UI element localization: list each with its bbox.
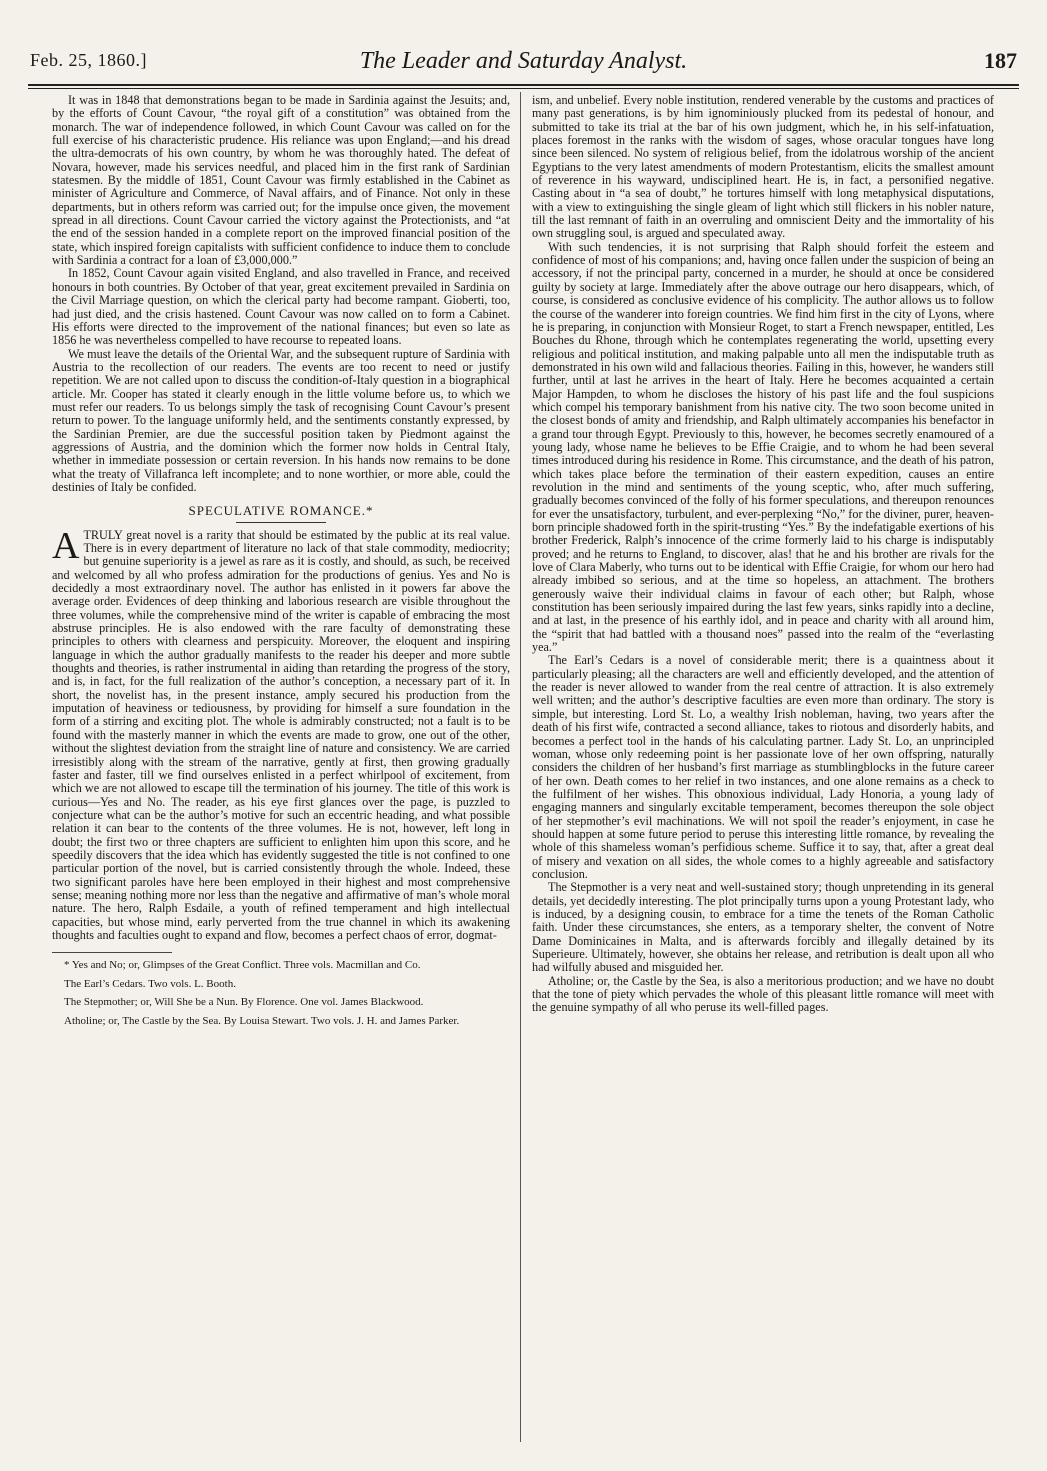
paragraph-atholine: Atholine; or, the Castle by the Sea, is also a meritorious production; and we have no doubt that the tone of piety which pervades the whole of this pleasant little romance will meet with the genuine sympathy of all who peruse its well-filled pages.	[532, 973, 994, 1015]
paragraph-cavour-1852: In 1852, Count Cavour again visited England, and also travelled in France, and received honours in both countries. By October of that year, great excitement prevailed in Sardinia on the Civil Marriage question, on which the clerical party had become rampant. Gioberti, too, had just died, and the crisis hastened. Count Cavour was now called on to form a Cabinet. His efforts were directed to the improvement of the national finances; but even so late as 1856 he was nevertheless compelled to have recourse to repeated loans.	[52, 266, 510, 348]
paragraph-ralph-wanderings: With such tendencies, it is not surprising that Ralph should forfeit the esteem and confidence of most of his companions; and, having once fallen under the suspicion of being an accessory, if not the principal party, concerned in a murder, he should at once be considered guilty by society at large. Immediately after the above outrage our hero disappears, which, of course, is considered as conclusive evidence of his complicity. The author allows us to follow the course of the wanderer into foreign countries. We find him first in the city of Lyons, where he is preparing, in conjunction with Monsieur Roget, to start a French newspaper, entitled, Les Bouches du Rhone, through which he contemplates regenerating the world, upsetting every religious and political institution, and making palpable unto all men the indisputable truth as demonstrated in his own wild and fallacious theories. Failing in this, however, he wanders still further, until at last he arrives in the heart of Italy. Here he becomes acquainted a certain Major Hampden, to whom he discloses the history of his past life and the foul suspicions which compel his temporary banishment from his native city. The two soon become united in the closest bonds of amity and friendship, and Ralph ultimately accompanies his benefactor in a grand tour through Egypt. Previously to this, however, he becomes secretly enamoured of a young lady, whose name he believes to be Effie Craigie, and to whom he had been several times introduced during his residence in Rome. This circumstance, and the death of his patron, which takes place before the termination of their eastern expedition, causes an entire revolution in the mind and sentiments of the young sceptic, who, after much suffering, gradually becomes convinced of the folly of his former speculations, and thereupon renounces for ever the unsatisfactory, turbulent, and ever-perplexing “No,” for the diviner, purer, heaven-born principle shadowed forth in the spirit-trusting “Yes.” By the indefatigable exertions of his brother Frederick, Ralph’s innocence of the crime formerly laid to his charge is indisputably proved; and he returns to England, to discover, alas! that he and his brother are rivals for the love of Clara Maberly, who turns out to be identical with Effie Craigie, for whom our hero had already imbibed so serious, and at the time so hopeless, an attachment. The brothers generously waive their individual claims in favour of each other; but Ralph, whose constitution has been seriously impaired during the last few years, sinks rapidly into a decline, and at last, in the presence of his earthly idol, and in peace and charity with all around him, the “spirit that had battled with a thousand noes” passed into the realm of the “everlasting yea.”	[532, 239, 994, 655]
footnote-earls-cedars: The Earl’s Cedars. Two vols. L. Booth.	[64, 977, 236, 990]
paragraph-cavour-1848: It was in 1848 that demonstrations began to be made in Sardinia against the Jesuits; and, by the efforts of Count Cavour, “the royal gift of a constitution” was obtained from the monarch. The war of independence followed, in which Count Cavour was called on for the full exercise of his characteristic prudence. His reliance was upon England;—and his dread the ultra-democrats of his own country, by whom he was thoroughly hated. The defeat of Novara, however, made his services needful, and placed him in the first rank of Sardinian statesmen. By the middle of 1851, Count Cavour was firmly established in the Cabinet as minister of Agriculture and Commerce, of Naval affairs, and of Finance. Not only in these departments, but in others reform was carried out; for the impulse once given, the movement spread in all directions. Count Cavour carried the victory against the Protectionists, and “at the end of the session handed in a complete report on the improved financial position of the state, which inspired foreign capitalists with sufficient confidence to induce them to conclude with Sardinia a contract for a loan of £3,000,000.”	[52, 93, 510, 268]
left-column	[52, 94, 510, 1033]
section-rule	[236, 522, 326, 523]
review-paragraph	[52, 524, 510, 943]
footnote-yes-and-no: * Yes and No; or, Glimpses of the Great Conflict. Three vols. Macmillan and Co.	[64, 959, 421, 972]
paragraph-oriental-war: We must leave the details of the Oriental War, and the subsequent rupture of Sardinia with Austria to the recollection of our readers. The events are too recent to need or justify repetition. We are not called upon to discuss the condition-of-Italy question in a biographical article. Mr. Cooper has stated it clearly enough in the little volume before us, to which we must refer our readers. To us belongs simply the task of recognising Count Cavour’s present return to power. To the language uniformly held, and the sentiments constantly expressed, by the Sardinian Premier, are due the successful position taken by Piedmont against the aggressions of Austria, and the dominion which the former now holds in Central Italy, whether in immediate possession or certain reversion. In his hands now remains to be done what the treaty of Villafranca left incomplete; and to none worthier, or more able, could the destinies of Italy be confided.	[52, 346, 510, 494]
footnote-stepmother: The Stepmother; or, Will She be a Nun. By Florence. One vol. James Blackwood.	[64, 996, 424, 1009]
section-title: SPECULATIVE ROMANCE.*	[52, 504, 510, 522]
publication-title: The Leader and Saturday Analyst.	[359, 48, 688, 74]
footnote-rule	[52, 952, 172, 953]
header-rule-thin	[28, 88, 1019, 89]
column-divider	[520, 92, 521, 1442]
paragraph-stepmother: The Stepmother is a very neat and well-sustained story; though unpretending in its general details, yet decidedly interesting. The plot principally turns upon a young Protestant lady, who is induced, by a designing cousin, to embrace for a time the tenets of the Roman Catholic faith. Under these circumstances, she enters, as a temporary shelter, the convent of Notre Dame Dominicaines in Malta, and is afterwards forcibly and illegally detained by its Superieure. Ultimately, however, she obtains her release, and retribution is dealt upon all who had wilfully abused and misguided her.	[532, 880, 994, 975]
page-header	[30, 48, 1017, 78]
paragraph-ralph-unbelief: ism, and unbelief. Every noble institution, rendered venerable by the customs and practices of many past generations, is by him ignominiously plucked from its pedestal of honour, and submitted to take its trial at the bar of his own judgment, which he, in his self-infatuation, places foremost in the ranks with the wisdom of sages, whose oracular tongues have long since been silenced. No system of religious belief, from the idolatrous worship of the ancient Egyptians to the very latest amendments of modern Protestantism, elicits the smallest amount of reverence in his wayward, undisciplined heart. He is, in fact, a personified negative. Casting about in “a sea of doubt,” he tortures himself with long metaphysical disputations, with a view to extinguishing the single gleam of light which still flickers in his nobler nature, till the last remnant of faith in an overruling and omniscient Deity and the immortality of his own struggling soul, is argued and speculated away.	[532, 93, 994, 241]
footnote-atholine: Atholine; or, The Castle by the Sea. By Louisa Stewart. Two vols. J. H. and James Parker.	[64, 1014, 460, 1027]
header-rule	[28, 84, 1019, 86]
page-number: 187	[984, 48, 1017, 73]
issue-date: Feb. 25, 1860.]	[30, 50, 147, 70]
paragraph-earls-cedars: The Earl’s Cedars is a novel of considerable merit; there is a quaintness about it particularly pleasing; all the characters are well and efficiently developed, and the attention of the reader is never allowed to wander from the real centre of attraction. It is also extremely well written; and the author’s descriptive faculties are even more than ordinary. The story is simple, but interesting. Lord St. Lo, a wealthy Irish nobleman, having, two years after the death of his first wife, contracted a second alliance, takes to riotous and disorderly habits, and becomes a perfect tool in the hands of his calculating partner. Lady St. Lo, an unprincipled woman, whose only redeeming point is her passionate love of her own offspring, naturally considers the children of her husband’s first marriage as stumblingblocks in the future career of her own. Death comes to her relief in two instances, and one alone remains as a check to the fulfilment of her wishes. This obnoxious individual, Lady Honoria, a young lady of engaging manners and singularly excitable temperament, becomes thereupon the sole object of her stepmother’s evil machinations. We will not spoil the reader’s enjoyment, in case he should happen at some future period to peruse this interesting little romance, by revealing the whole of this shameless woman’s perfidious scheme. Suffice it to say, that, after a great deal of misery and vexation on all sides, the whole comes to a highly agreeable and satisfactory conclusion.	[532, 653, 994, 881]
review-text: TRULY great novel is a rarity that should be estimated by the public at its real value. There is in every department of literature no lack of that stale commodity, mediocrity; but genuine superiority is a jewel as rare as it is costly, and should, as such, be received and welcomed by all who profess admiration for the productions of genius. Yes and No is decidedly a most extraordinary novel. The author has enlisted in it powers far above the average order. Evidences of deep thinking and laborious research are visible throughout the three volumes, while the comprehensive mind of the writer is capable of embracing the most abstruse principles. He is also endowed with the rare faculty of demonstrating these principles to others with clearness and perspicuity. Moreover, the eloquent and inspiring language in which the author gradually manifests to the reader his deeper and more subtle thoughts and theories, is rather instrumental in aiding than retarding the progress of the story, and is, in fact, for the full realization of the author’s conception, a necessary part of it. In short, the novelist has, in the present instance, amply secured his production from the imputation of heaviness or tediousness, by providing for himself a sure foundation in the form of a stirring and exciting plot. The whole is admirably constructed; not a fault is to be found with the masterly manner in which the events are made to grow, one out of the other, without the slightest deviation from the straight line of nature and consistency. We are carried irresistibly along with the stream of the narrative, gently at first, then growing gradually faster and faster, till we find ourselves enlisted in a perfect whirlpool of excitement, from which we are not allowed to escape till the termination of his journey. The title of this work is curious—Yes and No. The reader, as his eye first glances over the page, is puzzled to conjecture what can be the author’s motive for such an eccentric heading, and what possible relation it can bear to the contents of the three volumes. He is not, however, left long in doubt; the first two or three chapters are sufficient to enlighten him upon this score, and he speedily discovers that the idea which has evidently suggested the title is not confined to one particular portion of the novel, but is carried consistently through the whole. Indeed, these two significant paroles have here been employed in their highest and most comprehensive sense; meaning nothing more nor less than the negative and affirmative of man’s whole moral nature. The hero, Ralph Esdaile, a youth of refined temperament and high intellectual capacities, but whose mind, early perverted from the true channel in which its awakening thoughts and faculties ought to expand and flow, becomes a perfect chaos of error, dogmat-	[52, 527, 510, 942]
drop-cap: A	[52, 524, 80, 567]
right-column	[532, 94, 994, 1015]
